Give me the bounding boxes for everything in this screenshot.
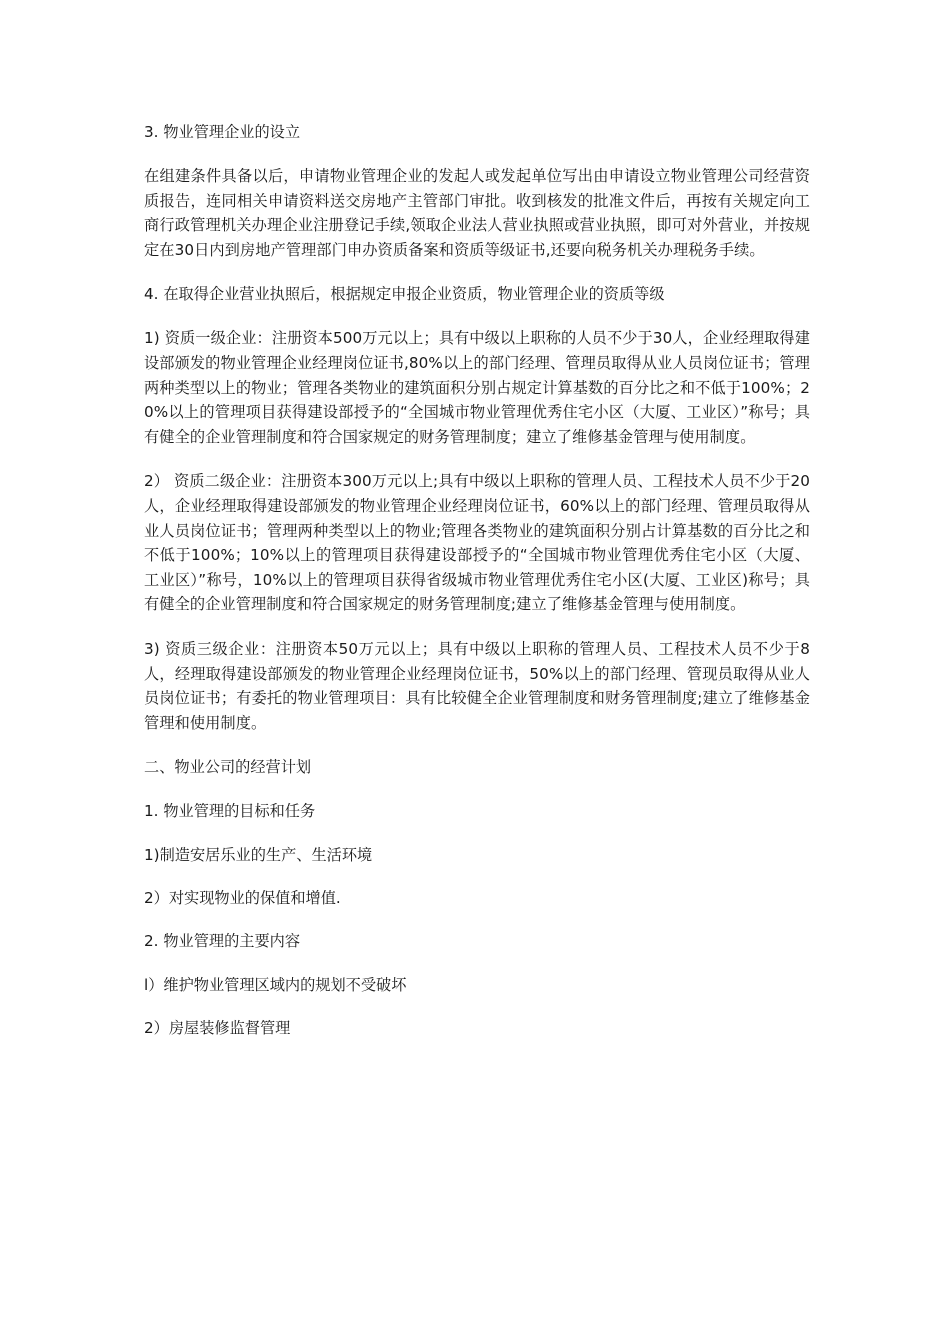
heading-business-plan: 二、物业公司的经营计划: [144, 758, 312, 777]
list-item-goal-2: 2）对实现物业的保值和增值.: [144, 889, 341, 908]
heading-main-content: 2. 物业管理的主要内容: [144, 932, 301, 951]
paragraph-level-3: 3) 资质三级企业：注册资本50万元以上；具有中级以上职称的管理人员、工程技术人员不少于8人，经理取得建设部颁发的物业管理企业经理岗位证书，50%以上的部门经理、管现员取得从业人员岗位证书；有委托的物业管理项目：具有比较健全企业管理制度和财务管理制度;建立了维修基金管理和使用制度。: [144, 639, 810, 732]
paragraph-level-2: 2） 资质二级企业：注册资本300万元以上;具有中级以上职称的管理人员、工程技术人员不少于20人，企业经理取得建设部颁发的物业管理企业经理岗位证书，60%以上的部门经理、管理员取得从业人员岗位证书；管理两种类型以上的物业;管理各类物业的建筑面积分别占计算基数的百分比之和不低于100%；10%以上的管理项目获得建设部授予的“全国城市物业管理优秀住宅小区（大厦、工业区）”称号，10%以上的管理项目获得省级城市物业管理优秀住宅小区(大厦、工业区)称号；具有健全的企业管理制度和符合国家规定的财务管理制度;建立了维修基金管理与使用制度。: [144, 472, 810, 614]
list-item-content-2: 2）房屋装修监督管理: [144, 1019, 291, 1038]
heading-setup: 3. 物业管理企业的设立: [144, 123, 301, 141]
document-page: [144, 120, 810, 1059]
list-item-content-1: l）维护物业管理区域内的规划不受破坏: [144, 976, 407, 995]
list-item-goal-1: 1)制造安居乐业的生产、生活环境: [144, 846, 373, 865]
heading-goals: 1. 物业管理的目标和任务: [144, 802, 316, 821]
paragraph-level-1: 1) 资质一级企业：注册资本500万元以上；具有中级以上职称的人员不少于30人，企业经理取得建设部颁发的物业管理企业经理岗位证书,80%以上的部门经理、管理员取得从业人员岗位证书；管理两种类型以上的物业；管理各类物业的建筑面积分别占规定计算基数的百分比之和不低于100%；20%以上的管理项目获得建设部授予的“全国城市物业管理优秀住宅小区（大厦、工业区）”称号；具有健全的企业管理制度和符合国家规定的财务管理制度；建立了维修基金管理与使用制度。: [144, 329, 810, 446]
paragraph-setup: 在组建条件具备以后，申请物业管理企业的发起人或发起单位写出由申请设立物业管理公司经营资质报告，连同相关申请资料送交房地产主管部门审批。收到核发的批准文件后，再按有关规定向工商行政管理机关办理企业注册登记手续,领取企业法人营业执照或营业执照，即可对外营业，并按规定在30日内到房地产管理部门申办资质备案和资质等级证书,还要向税务机关办理税务手续。: [144, 167, 810, 259]
heading-qualification: 4. 在取得企业营业执照后，根据规定申报企业资质，物业管理企业的资质等级: [144, 285, 665, 304]
